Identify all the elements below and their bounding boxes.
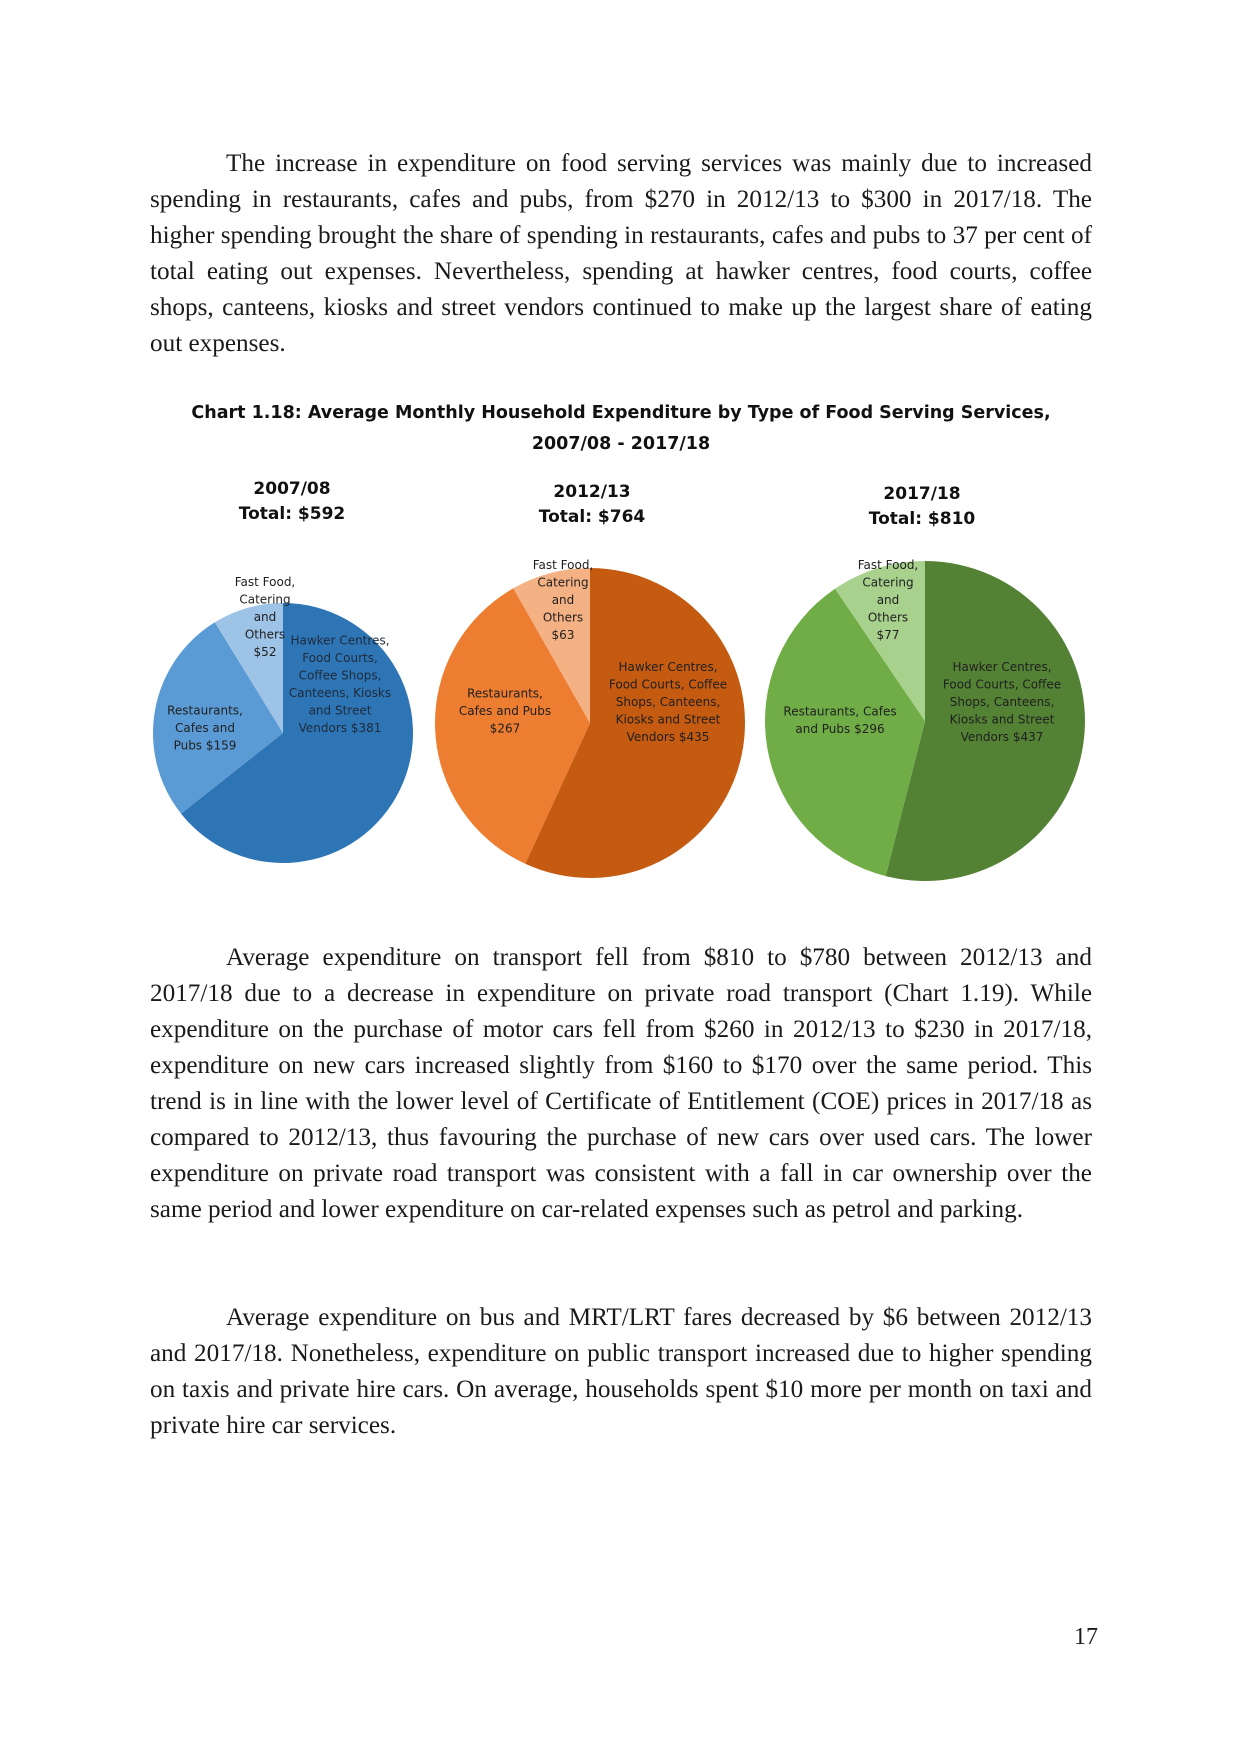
- pie-2017-label-1: Hawker Centres, Food Courts, Coffee Shops, Canteens, Kiosks and Street Vendors $437: [942, 660, 1062, 744]
- pie-total-2007: Total: $592: [238, 504, 346, 524]
- pie-2007-label-2: Restaurants, Cafes and Pubs $159: [167, 703, 243, 753]
- paragraph-transport-text: Average expenditure on transport fell from $810 to $780 between 2012/13 and 2017/18 due to a decrease in expenditure on private road transport (Chart 1.19). While expenditure on the purchase of motor cars fell from $260 in 2012/13 to $230 in 2017/18, expenditure on new cars increased slightly from $160 to $170 over the same period. This trend is in line with the lower level of Certificate of Entitlement (COE) prices in 2017/18 as compared to 2012/13, thus favouring the purchase of new cars over used cars. The lower expenditure on private road transport was consistent with a fall in car ownership over the same period and lower expenditure on car-related expenses such as petrol and parking.: [150, 944, 1092, 1223]
- pie-2012-label-3: Fast Food, Catering and Others $63: [532, 558, 594, 642]
- paragraph-transport: [150, 940, 1092, 1228]
- chart-title-line2: 2007/08 - 2017/18: [531, 434, 711, 454]
- pie-2017-label-3: Fast Food, Catering and Others $77: [857, 558, 919, 642]
- pie-2012-label-2: Restaurants, Cafes and Pubs $267: [458, 686, 552, 736]
- pie-total-2012: Total: $764: [538, 507, 646, 527]
- chart-title-line1: Chart 1.18: Average Monthly Household Expenditure by Type of Food Serving Services,: [191, 403, 1051, 423]
- page-number: 17: [1074, 1624, 1098, 1650]
- pie-year-2017: 2017/18: [883, 484, 961, 504]
- paragraph-public-transport-text: Average expenditure on bus and MRT/LRT fares decreased by $6 between 2012/13 and 2017/18. Nonetheless, expenditure on public transport increased due to higher spending on taxis and private hire cars. On average, households spent $10 more per month on taxi and private hire car services.: [150, 1304, 1092, 1439]
- pie-year-2012: 2012/13: [553, 482, 631, 502]
- pie-year-2007: 2007/08: [253, 479, 331, 499]
- pie-2012-label-1: Hawker Centres, Food Courts, Coffee Shops, Canteens, Kiosks and Street Vendors $435: [608, 660, 728, 744]
- paragraph-food-serving-text: The increase in expenditure on food serving services was mainly due to increased spending in restaurants, cafes and pubs, from $270 in 2012/13 to $300 in 2017/18. The higher spending brought the share of spending in restaurants, cafes and pubs to 37 per cent of total eating out expenses. Nevertheless, spending at hawker centres, food courts, coffee shops, canteens, kiosks and street vendors continued to make up the largest share of eating out expenses.: [150, 150, 1092, 357]
- pie-2007-label-3: Fast Food, Catering and Others $52: [234, 575, 296, 659]
- pie-total-2017: Total: $810: [868, 509, 976, 529]
- pie-2017-label-2: Restaurants, Cafes and Pubs $296: [783, 704, 897, 736]
- pie-2007-label-1: Hawker Centres, Food Courts, Coffee Shops, Canteens, Kiosks and Street Vendors $381: [288, 633, 392, 735]
- paragraph-public-transport: [150, 1300, 1092, 1444]
